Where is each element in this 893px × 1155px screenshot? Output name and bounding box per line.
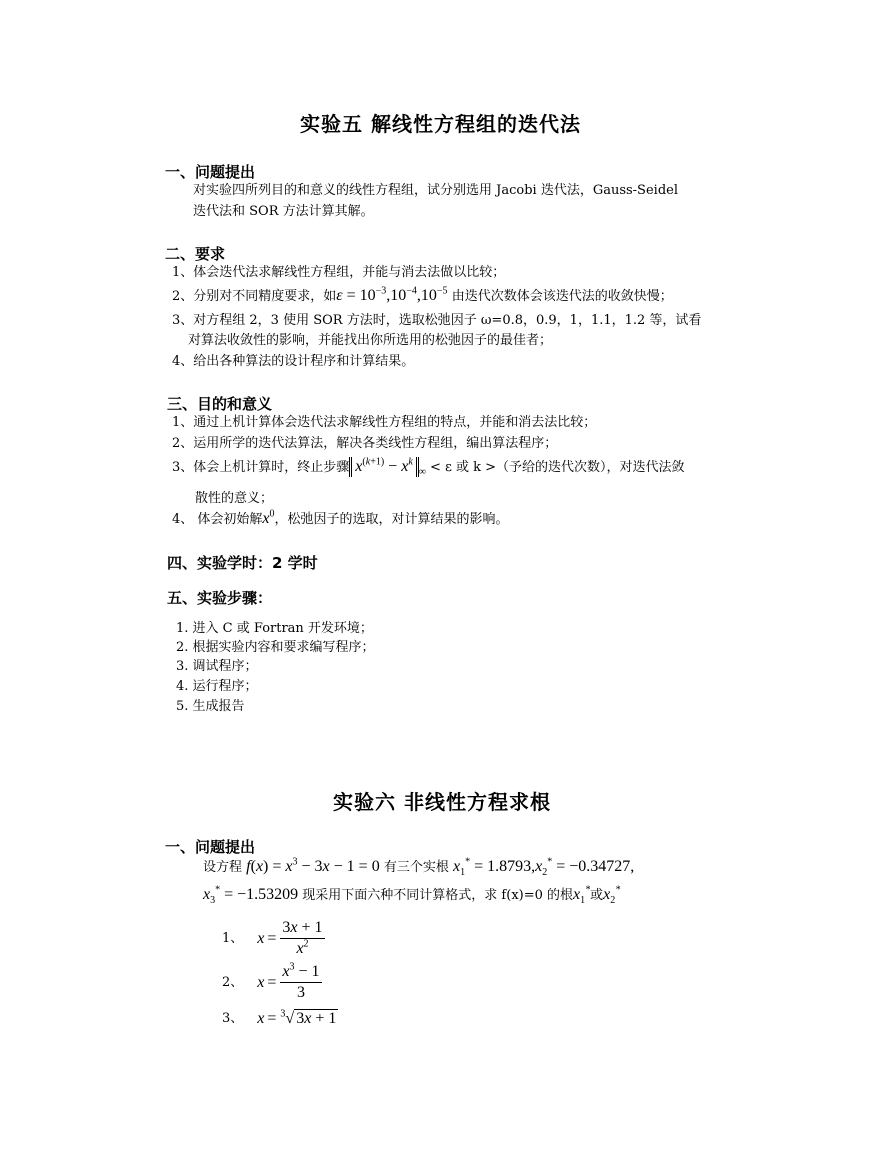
exp5-title: 实验五 解线性方程组的迭代法 xyxy=(300,112,581,136)
exp5-section5-heading: 五、实验步骤： xyxy=(167,589,273,607)
format-2-fraction: $\frac{x^3 - 1}{3}$ xyxy=(282,961,320,1001)
cube-root-formula: $^3$√ 3x + 1 xyxy=(280,1008,337,1027)
exp5-step-1: 1. 进入 C 或 Fortran 开发环境； xyxy=(176,621,373,636)
format-1: 1、 x = $\frac{3x + 1}{x^2}$ xyxy=(222,919,323,957)
exp5-section1-line2: 迭代法和 SOR 方法计算其解。 xyxy=(193,204,374,219)
exp5-req-4: 4、给出各种算法的设计程序和计算结果。 xyxy=(172,354,415,369)
exp5-step-5: 5. 生成报告 xyxy=(176,699,245,714)
norm-formula: $x^{(k+1)} - x^k$ xyxy=(349,457,418,477)
exp5-step-4: 4. 运行程序； xyxy=(176,679,258,694)
x2-star: $x_2^*$ xyxy=(603,884,621,907)
format-3-label: 3、 xyxy=(222,1011,244,1026)
x0-formula: $x^0$ xyxy=(262,508,275,527)
roots-formula: $x_1^* = 1.8793,x_2^* = -0.34727$, xyxy=(453,856,635,879)
format-2-label: 2、 xyxy=(222,974,244,990)
exp5-section4-heading: 四、实验学时：2 学时 xyxy=(167,554,318,572)
equation-formula: $f(x) = x^3 - 3x - 1 = 0$ xyxy=(246,856,380,875)
format-2: 2、 x = $\frac{x^3 - 1}{3}$ xyxy=(222,961,320,1001)
exp6-line1-mid: 有三个实根 xyxy=(383,860,449,875)
exp5-step-2: 2. 根据实验内容和要求编写程序； xyxy=(176,640,375,655)
exp5-purpose-2: 2、运用所学的迭代法算法，解决各类线性方程组，编出算法程序； xyxy=(172,436,558,451)
exp5-section1-heading: 一、问题提出 xyxy=(165,163,256,181)
exp5-req-2 xyxy=(172,287,673,306)
exp5-req-3b: 对算法收敛性的影响，并能找出你所选用的松弛因子的最佳者； xyxy=(188,333,553,348)
format-3: 3、 x = $^3$√ 3x + 1 xyxy=(222,1008,337,1027)
exp5-purpose-1: 1、通过上机计算体会迭代法求解线性方程组的特点，并能和消去法比较； xyxy=(172,415,597,430)
exp5-section1-line1: 对实验四所列目的和意义的线性方程组，试分别选用 Jacobi 迭代法，Gauss-Seidel xyxy=(193,183,678,198)
exp6-title: 实验六 非线性方程求根 xyxy=(333,790,551,814)
exp5-req-3a: 3、对方程组 2，3 使用 SOR 方法时，选取松弛因子 ω=0.8，0.9，1，1.1，1.2 等，试看 xyxy=(172,313,702,328)
exp5-req-2-post: 由迭代次数体会该迭代法的收敛快慢； xyxy=(451,289,673,304)
exp5-purpose-3-pre: 3、体会上机计算时，终止步骤 xyxy=(172,460,350,475)
exp5-purpose-4-post: ，松弛因子的选取，对计算结果的影响。 xyxy=(274,512,509,527)
exp5-step-3: 3. 调试程序； xyxy=(176,659,258,674)
epsilon-formula: $\varepsilon = 10^{-3},10^{-4},10^{-5}$ xyxy=(336,285,448,304)
exp6-section1-heading: 一、问题提出 xyxy=(165,838,256,856)
exp5-req-2-pre: 2、分别对不同精度要求，如 xyxy=(172,289,337,304)
exp6-line2-text: 现采用下面六种不同计算格式，求 f(x)=0 的根 xyxy=(302,888,574,903)
x1-star: $x_1^*$ xyxy=(573,884,591,907)
exp5-purpose-4-pre: 4、 体会初始解 xyxy=(172,512,263,527)
exp5-purpose-3: 3、体会上机计算时，终止步骤 $x^{(k+1)} - x^k_\infty < \varepsilon$ 或 k >（予给的迭代次数），对迭代法敛 xyxy=(172,456,685,478)
exp5-purpose-4 xyxy=(172,510,509,529)
format-1-label: 1、 xyxy=(222,930,244,946)
exp5-section2-heading: 二、要求 xyxy=(165,245,226,263)
root3-formula: $x_3^* = -1.53209$ xyxy=(203,884,299,907)
exp6-problem-line2 xyxy=(203,886,620,905)
format-1-fraction: $\frac{3x + 1}{x^2}$ xyxy=(282,919,323,957)
exp5-req-1: 1、体会迭代法求解线性方程组，并能与消去法做以比较； xyxy=(172,265,506,280)
exp6-line2-or: 或 xyxy=(590,888,604,903)
exp6-line1-pre: 设方程 xyxy=(203,860,243,875)
exp5-section3-heading: 三、目的和意义 xyxy=(167,395,273,413)
exp5-purpose-3-post: < ε 或 k >（予给的迭代次数），对迭代法敛 xyxy=(430,460,685,475)
exp6-problem-line1 xyxy=(203,858,634,877)
root1-value: = 1.8793, xyxy=(474,858,536,875)
exp5-purpose-3b: 散性的意义； xyxy=(195,491,274,506)
root3-value: = −1.53209 xyxy=(224,886,299,903)
root2-value: = −0.34727, xyxy=(556,858,635,875)
